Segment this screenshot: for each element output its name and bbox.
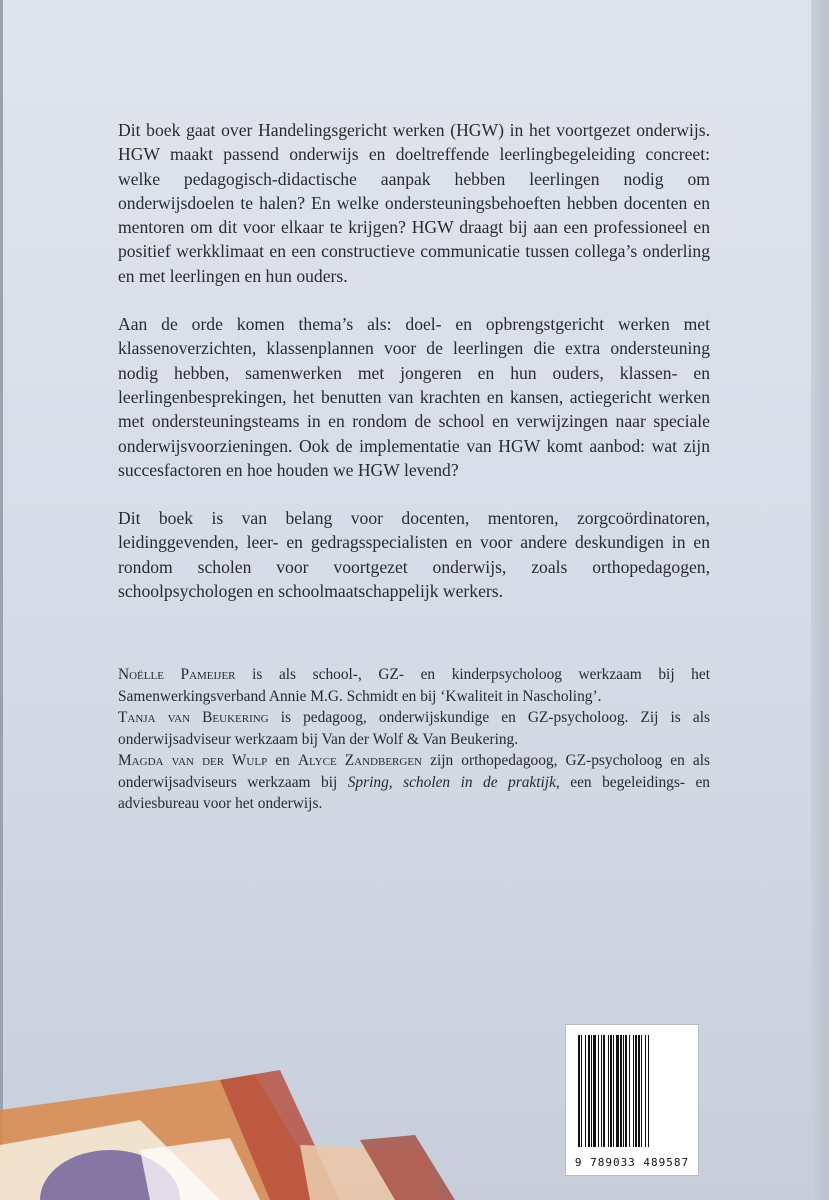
barcode bbox=[565, 1024, 699, 1176]
blurb bbox=[118, 118, 710, 627]
author-bio-3: Magda van der Wulp en Alyce Zandbergen zijn orthopedagoog, GZ-psycholoog en als onderwijsadviseurs werkzaam bij Spring, scholen in de praktijk, een begeleidings- en adviesbureau voor het onderwijs. bbox=[118, 752, 710, 812]
barcode-bar bbox=[598, 1035, 599, 1147]
barcode-bar bbox=[601, 1035, 602, 1147]
author-bio-2: Tanja van Beukering is pedagoog, onderwijskundige en GZ-psycholoog. Zij is als onderwijsadviseur werkzaam bij Van der Wolf & Van Beukering. bbox=[118, 709, 710, 748]
barcode-bar bbox=[648, 1035, 649, 1147]
barcode-bar bbox=[593, 1035, 596, 1147]
cover-edge-left bbox=[0, 0, 3, 1200]
barcode-bar bbox=[616, 1035, 619, 1147]
author-bios bbox=[118, 664, 710, 815]
author-bio-1: Noëlle Pameijer is als school-, GZ- en kinderpsycholoog werkzaam bij het Samenwerkingsverband Annie M.G. Schmidt en bij ‘Kwaliteit in Nascholing’. bbox=[118, 666, 710, 705]
barcode-bar bbox=[578, 1035, 580, 1147]
barcode-bar bbox=[623, 1035, 624, 1147]
barcode-bar bbox=[638, 1035, 640, 1147]
barcode-bar bbox=[620, 1035, 622, 1147]
barcode-bar bbox=[610, 1035, 612, 1147]
barcode-bar bbox=[625, 1035, 627, 1147]
isbn-number: 9 789033 489587 bbox=[574, 1156, 690, 1169]
barcode-bar bbox=[635, 1035, 637, 1147]
barcode-bar bbox=[588, 1035, 590, 1147]
barcode-bar bbox=[613, 1035, 614, 1147]
barcode-bar bbox=[581, 1035, 582, 1147]
author-name: Magda van der Wulp bbox=[118, 752, 268, 769]
barcode-bar bbox=[645, 1035, 646, 1147]
barcode-bar bbox=[585, 1035, 586, 1147]
barcode-bar bbox=[633, 1035, 634, 1147]
cover-artwork bbox=[0, 1050, 520, 1200]
author-name: Alyce Zandbergen bbox=[297, 752, 423, 769]
barcode-bar bbox=[629, 1035, 630, 1147]
blurb-paragraph-2: Aan de orde komen thema’s als: doel- en opbrengstgericht werken met klassenoverzichten, klassenplannen voor de leerlingen die extra ondersteuning nodig hebben, samenwerken met jongeren en hun ouders, klassen- en leerlingenbesprekingen, het benutten van krachten en kansen, actiegericht werken met ondersteuningsteams in en rondom de school en verwijzingen naar speciale onderwijsvoorzieningen. Ook de implementatie van HGW komt aanbod: wat zijn succesfactoren en hoe houden we HGW levend? bbox=[118, 314, 710, 480]
blurb-paragraph-3: Dit boek is van belang voor docenten, mentoren, zorgcoördinatoren, leidinggevenden, leer- en gedragsspecialisten en voor andere deskundigen in en rondom scholen voor voortgezet onderwijs, zoals orthopedagogen, schoolpsychologen en schoolmaatschappelijk werkers. bbox=[118, 508, 710, 602]
author-name: Tanja van Beukering bbox=[118, 709, 269, 726]
author-name: Noëlle Pameijer bbox=[118, 666, 236, 683]
cover-edge-right bbox=[811, 0, 829, 1200]
barcode-bar bbox=[591, 1035, 592, 1147]
blurb-paragraph-1: Dit boek gaat over Handelingsgericht werken (HGW) in het voortgezet onderwijs. HGW maakt passend onderwijs en doeltreffende leerlingbegeleiding concreet: welke pedagogisch-didactische aanpak hebben leerlingen nodig om onderwijsdoelen te halen? En welke ondersteuningsbehoeften hebben docenten en mentoren om dit voor elkaar te krijgen? HGW draagt bij aan een professioneel en positief werkklimaat en een constructieve communicatie tussen collega’s onderling en met leerlingen en hun ouders. bbox=[118, 120, 710, 286]
barcode-bar bbox=[603, 1035, 605, 1147]
barcode-bar bbox=[641, 1035, 642, 1147]
barcode-bars bbox=[566, 1025, 698, 1155]
barcode-bar bbox=[608, 1035, 609, 1147]
organization-name: Spring, scholen in de praktijk bbox=[347, 773, 556, 791]
